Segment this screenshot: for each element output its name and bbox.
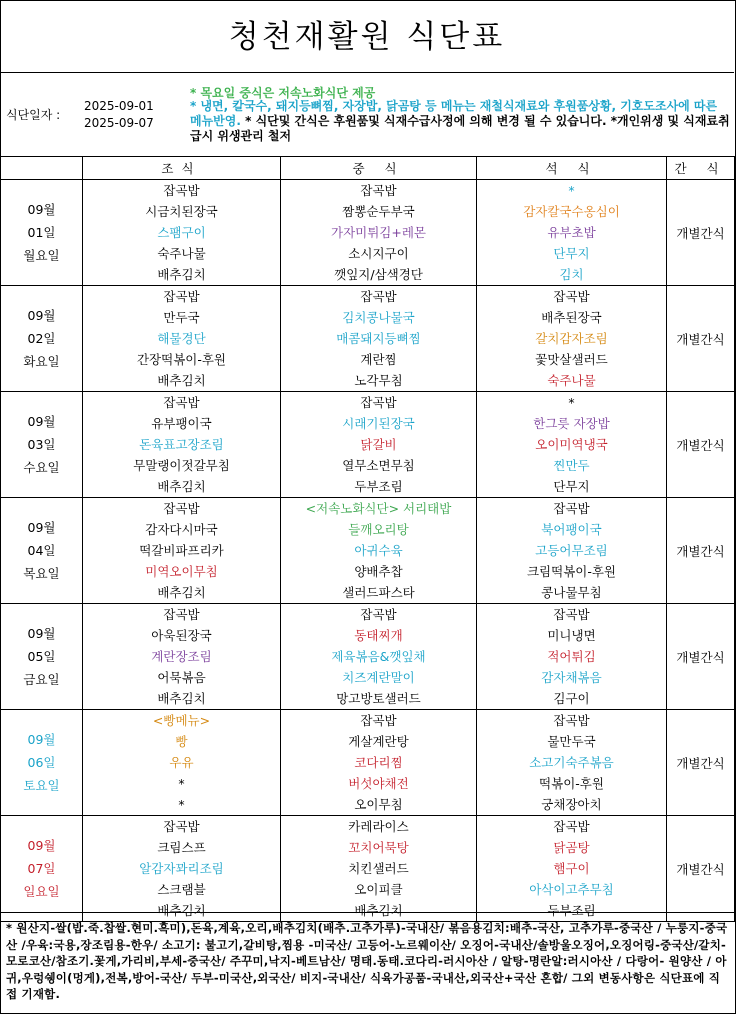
breakfast-item: 떡갈비파프리카	[139, 543, 224, 558]
header-snack: 간 식	[667, 157, 735, 180]
lunch-item: 양배추찹	[354, 564, 403, 579]
breakfast-item: 감자다시마국	[145, 522, 218, 537]
lunch-item: 깻잎지/삼색경단	[334, 267, 423, 282]
day-row	[1, 710, 735, 816]
dinner-cell	[477, 498, 667, 604]
dinner-item: 감자칼국수옹심이	[523, 204, 620, 219]
header-dinner: 석 식	[477, 157, 667, 180]
dinner-item: 단무지	[553, 479, 590, 494]
breakfast-item: 스팸구이	[157, 225, 206, 240]
period-start: 2025-09-01	[84, 99, 154, 113]
lunch-cell	[281, 392, 477, 498]
breakfast-cell	[83, 498, 281, 604]
dinner-item: 잡곡밥	[553, 819, 590, 834]
date-month: 09월	[27, 520, 56, 535]
breakfast-cell	[83, 392, 281, 498]
breakfast-item: 배추김치	[157, 691, 206, 706]
breakfast-item: 해물경단	[157, 331, 206, 346]
date-month: 09월	[27, 414, 56, 429]
date-day: 03일	[27, 437, 56, 452]
snack-cell: 개별간식	[667, 180, 735, 286]
breakfast-item: 빵	[175, 734, 188, 749]
lunch-item: 샐러드파스타	[342, 585, 415, 600]
lunch-item: 오이피클	[354, 882, 403, 897]
dinner-item: *	[568, 183, 575, 198]
date-day: 07일	[27, 861, 56, 876]
breakfast-item: 숙주나물	[157, 246, 206, 261]
breakfast-item: 스크램블	[157, 882, 206, 897]
lunch-item: 제육볶음&깻잎채	[331, 649, 426, 664]
lunch-item: 노각무침	[354, 373, 403, 388]
lunch-cell	[281, 816, 477, 922]
notice-menu-supply: * 식단및 간식은 후원품및 식재수급사정에 의해 변경 될 수 있습니다. *개인위생 및 식재료취급시 위생관리 철저	[190, 114, 730, 143]
lunch-item: 카레라이스	[348, 819, 409, 834]
dinner-item: 궁채장아치	[541, 797, 602, 812]
dinner-item: 잡곡밥	[553, 289, 590, 304]
breakfast-cell	[83, 710, 281, 816]
lunch-item: 치킨샐러드	[348, 861, 409, 876]
date-day: 05일	[27, 649, 56, 664]
lunch-item: 꼬치어묵탕	[348, 840, 409, 855]
dinner-item: 닭곰탕	[553, 840, 590, 855]
dinner-item: 북어팽이국	[541, 522, 602, 537]
lunch-item: 잡곡밥	[360, 395, 397, 410]
breakfast-item: 무말랭이젓갈무침	[133, 458, 230, 473]
lunch-item: 시래기된장국	[342, 416, 415, 431]
lunch-item: 치즈계란말이	[342, 670, 415, 685]
date-month: 09월	[27, 732, 56, 747]
date-cell	[1, 710, 83, 816]
date-day: 02일	[27, 331, 56, 346]
lunch-item: 오이무침	[354, 797, 403, 812]
lunch-item: <저속노화식단> 서리태밥	[305, 501, 452, 516]
date-weekday: 금요일	[23, 672, 60, 687]
dinner-cell	[477, 710, 667, 816]
lunch-cell	[281, 180, 477, 286]
dinner-item: 한그릇 자장밥	[533, 416, 610, 431]
breakfast-item: 크림스프	[157, 840, 206, 855]
breakfast-item: 간장떡볶이-후원	[136, 352, 227, 367]
lunch-item: 소시지구이	[348, 246, 409, 261]
lunch-item: 닭갈비	[360, 437, 397, 452]
date-cell	[1, 816, 83, 922]
notice-slow-aging: * 목요일 중식은 저속노화식단 제공	[190, 86, 376, 100]
dinner-item: 숙주나물	[547, 373, 596, 388]
dinner-item: 떡볶이-후원	[539, 776, 604, 791]
breakfast-item: 우유	[169, 755, 194, 770]
dinner-item: 두부조림	[547, 903, 596, 918]
lunch-item: 두부조림	[354, 479, 403, 494]
day-row	[1, 286, 735, 392]
header-breakfast: 조식	[83, 157, 281, 180]
lunch-item: 들깨오리탕	[348, 522, 409, 537]
dinner-item: 배추된장국	[541, 310, 602, 325]
date-month: 09월	[27, 838, 56, 853]
breakfast-item: 배추김치	[157, 373, 206, 388]
lunch-item: 잡곡밥	[360, 183, 397, 198]
breakfast-item: <빵메뉴>	[152, 713, 211, 728]
lunch-cell	[281, 604, 477, 710]
dinner-item: 김구이	[553, 691, 590, 706]
dinner-item: 물만두국	[547, 734, 596, 749]
date-month: 09월	[27, 202, 56, 217]
breakfast-item: 잡곡밥	[163, 183, 200, 198]
breakfast-item: 배추김치	[157, 267, 206, 282]
lunch-item: 잡곡밥	[360, 607, 397, 622]
lunch-item: 잡곡밥	[360, 289, 397, 304]
dinner-item: 유부초밥	[547, 225, 596, 240]
date-weekday: 토요일	[23, 778, 60, 793]
breakfast-item: 잡곡밥	[163, 819, 200, 834]
lunch-item: 열무소면무침	[342, 458, 415, 473]
lunch-item: 계란찜	[360, 352, 397, 367]
day-row	[1, 392, 735, 498]
breakfast-cell	[83, 604, 281, 710]
breakfast-cell	[83, 180, 281, 286]
lunch-item: 배추김치	[354, 903, 403, 918]
date-day: 06일	[27, 755, 56, 770]
menu-body	[1, 180, 735, 922]
dinner-item: 갈치감자조림	[535, 331, 608, 346]
breakfast-cell	[83, 816, 281, 922]
breakfast-cell	[83, 286, 281, 392]
date-month: 09월	[27, 626, 56, 641]
breakfast-item: 잡곡밥	[163, 607, 200, 622]
dinner-item: 찐만두	[553, 458, 590, 473]
page-title: 청천재활원 식단표	[0, 0, 734, 73]
date-day: 04일	[27, 543, 56, 558]
breakfast-item: 배추김치	[157, 903, 206, 918]
lunch-item: 버섯야채전	[348, 776, 409, 791]
dinner-item: 김치	[559, 267, 584, 282]
lunch-item: 잡곡밥	[360, 713, 397, 728]
breakfast-item: 돈육표고장조림	[139, 437, 224, 452]
lunch-item: 망고방토샐러드	[336, 691, 421, 706]
dinner-item: 단무지	[553, 246, 590, 261]
lunch-item: 가자미튀김+레몬	[331, 225, 426, 240]
lunch-item: 아귀수육	[354, 543, 403, 558]
notice-menu-change	[190, 99, 732, 144]
dinner-item: 잡곡밥	[553, 607, 590, 622]
snack-cell: 개별간식	[667, 710, 735, 816]
breakfast-item: 미역오이무침	[145, 564, 218, 579]
date-weekday: 일요일	[23, 884, 60, 899]
date-weekday: 화요일	[23, 354, 60, 369]
lunch-cell	[281, 286, 477, 392]
dinner-item: 꽃맛살샐러드	[535, 352, 608, 367]
origin-footer: * 원산지-쌀(밥.죽.찹쌀.현미.흑미),돈육,계육,오리,배추김치(배추.고추가루)-국내산/ 볶음용김치:배추-국산, 고추가루-중국산 / 누룽지-중국산 /우육:국용,장조림용-한우/ 소고기: 불고기,갈비탕,찜용 -미국산/ 고등어-노르웨이산/ 오징어-국내산/솔방울오징어,오징어링-중국산/갈치-모로코산/참조기.꽃게,가리비,부세-중국산/ 주꾸미,낙지-베트남산/ 명태.동태.코다리-러시아산 / 알탕-명란알:러시아산 / 다랑어- 원양산 / 아귀,우렁쉥이(멍게),전복,방어-국산/ 두부-미국산,외국산/ 비지-국내산/ 식육가공품-국내산,외국산+국산 혼합/ 그외 변동사항은 식단표에 직접 기재함.	[0, 912, 734, 1012]
lunch-item: 매콤돼지등뼈찜	[336, 331, 421, 346]
date-weekday: 목요일	[23, 566, 60, 581]
header-row	[1, 157, 735, 180]
dinner-item: 잡곡밥	[553, 713, 590, 728]
lunch-item: 코다리찜	[354, 755, 403, 770]
breakfast-item: 어묵볶음	[157, 670, 206, 685]
snack-cell: 개별간식	[667, 392, 735, 498]
date-cell	[1, 392, 83, 498]
breakfast-item: 시금치된장국	[145, 204, 218, 219]
breakfast-item: 계란장조림	[151, 649, 212, 664]
dinner-item: 잡곡밥	[553, 501, 590, 516]
date-day: 01일	[27, 225, 56, 240]
breakfast-item: 잡곡밥	[163, 289, 200, 304]
period-end: 2025-09-07	[84, 116, 154, 130]
dinner-cell	[477, 286, 667, 392]
breakfast-item: 유부팽이국	[151, 416, 212, 431]
dinner-item: 감자채볶음	[541, 670, 602, 685]
dinner-item: 적어튀김	[547, 649, 596, 664]
breakfast-item: *	[178, 776, 185, 791]
dinner-item: 고등어무조림	[535, 543, 608, 558]
lunch-item: 짬뽕순두부국	[342, 204, 415, 219]
lunch-cell	[281, 710, 477, 816]
breakfast-item: 배추김치	[157, 479, 206, 494]
dinner-item: 콩나물무침	[541, 585, 602, 600]
date-cell	[1, 180, 83, 286]
dinner-item: 미니냉면	[547, 628, 596, 643]
dinner-cell	[477, 816, 667, 922]
breakfast-item: 아욱된장국	[151, 628, 212, 643]
date-weekday: 월요일	[23, 248, 60, 263]
period-label: 식단일자 :	[6, 108, 61, 122]
date-cell	[1, 604, 83, 710]
notice-menu-seasonal: * 냉면, 칼국수, 돼지등뼈찜, 자장밥, 닭곰탕 등 메뉴는 재철식재료와 후원품상황, 기호도조사에 따른 메뉴반영.	[190, 99, 718, 128]
dinner-item: 소고기숙주볶음	[529, 755, 614, 770]
day-row	[1, 816, 735, 922]
day-row	[1, 180, 735, 286]
snack-cell: 개별간식	[667, 286, 735, 392]
lunch-item: 김치콩나물국	[342, 310, 415, 325]
info-section	[0, 73, 734, 157]
lunch-item: 게살계란탕	[348, 734, 409, 749]
dinner-item: 크림떡볶이-후원	[526, 564, 617, 579]
dinner-cell	[477, 392, 667, 498]
dinner-item: 햄구이	[553, 861, 590, 876]
lunch-cell	[281, 498, 477, 604]
dinner-cell	[477, 604, 667, 710]
dinner-item: 오이미역냉국	[535, 437, 608, 452]
snack-cell: 개별간식	[667, 498, 735, 604]
dinner-cell	[477, 180, 667, 286]
dinner-item: *	[568, 395, 575, 410]
dinner-item: 아삭이고추무침	[529, 882, 614, 897]
date-cell	[1, 286, 83, 392]
breakfast-item: 배추김치	[157, 585, 206, 600]
date-month: 09월	[27, 308, 56, 323]
header-date	[1, 157, 83, 180]
snack-cell: 개별간식	[667, 816, 735, 922]
breakfast-item: *	[178, 797, 185, 812]
date-weekday: 수요일	[23, 460, 60, 475]
lunch-item: 동태찌개	[354, 628, 403, 643]
snack-cell: 개별간식	[667, 604, 735, 710]
day-row	[1, 604, 735, 710]
breakfast-item: 만두국	[163, 310, 200, 325]
breakfast-item: 알감자꽈리조림	[139, 861, 224, 876]
breakfast-item: 잡곡밥	[163, 395, 200, 410]
day-row	[1, 498, 735, 604]
header-lunch: 중 식	[281, 157, 477, 180]
menu-table	[0, 156, 735, 922]
breakfast-item: 잡곡밥	[163, 501, 200, 516]
date-cell	[1, 498, 83, 604]
